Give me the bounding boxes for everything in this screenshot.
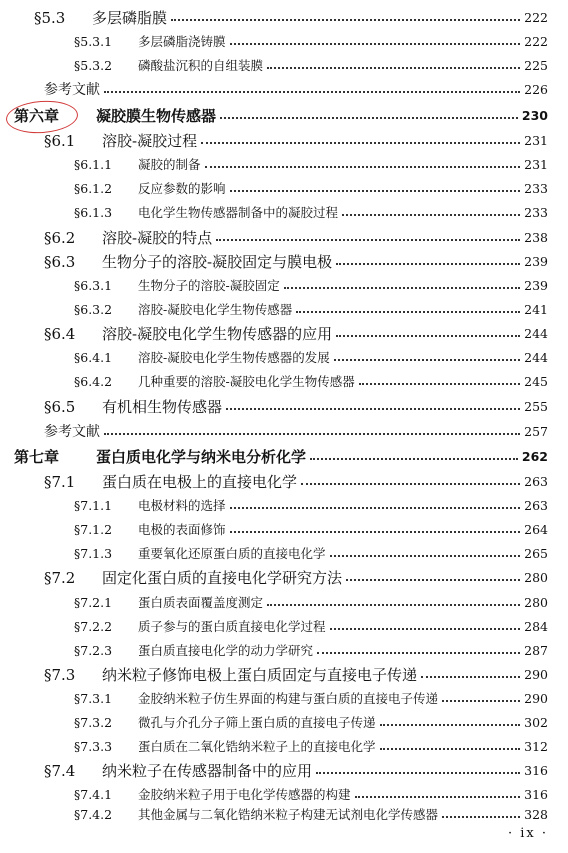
subsection-title: 蛋白质表面覆盖度测定 (138, 595, 264, 610)
page-number: 233 (524, 181, 548, 196)
subsection-title: 多层磷脂浇铸膜 (138, 34, 226, 49)
toc-entry-subsection (74, 298, 548, 322)
page-number: 290 (524, 667, 548, 682)
toc-entry-section (44, 226, 548, 250)
toc-entry-subsection (74, 518, 548, 542)
page-number: 226 (524, 82, 548, 97)
section-title: 纳米粒子修饰电极上蛋白质固定与直接电子传递 (102, 666, 418, 684)
toc-entry-subsection (74, 803, 548, 827)
subsection-title: 蛋白质在二氧化锆纳米粒子上的直接电化学 (138, 739, 376, 754)
leader-dots (355, 796, 520, 798)
section-number: §6.3 (44, 253, 76, 271)
page-number: 230 (521, 108, 548, 123)
leader-dots (330, 628, 520, 630)
section-title: 蛋白质在电极上的直接电化学 (102, 473, 298, 491)
toc-entry-subsection (74, 494, 548, 518)
toc-entry-subsection (74, 346, 548, 370)
subsection-title: 几种重要的溶胶-凝胶电化学生物传感器 (138, 374, 355, 389)
subsection-number: §6.4.1 (74, 350, 113, 365)
toc-entry-chapter (14, 104, 548, 128)
subsection-number: §7.4.1 (74, 787, 113, 802)
section-number: §6.2 (44, 229, 76, 247)
page-number: 264 (524, 522, 548, 537)
leader-dots (171, 19, 520, 21)
subsection-title: 凝胶的制备 (138, 157, 201, 172)
subsection-title: 其他金属与二氧化锆纳米粒子构建无试剂电化学传感器 (138, 807, 439, 822)
leader-dots (216, 239, 520, 241)
section-number: §7.2 (44, 569, 76, 587)
toc-entry-subsection (74, 54, 548, 78)
section-title: 有机相生物传感器 (102, 398, 223, 416)
section-number: §5.3 (34, 9, 66, 27)
subsection-title: 生物分子的溶胶-凝胶固定 (138, 278, 280, 293)
toc-entry-subsection (74, 201, 548, 225)
leader-dots (442, 700, 520, 702)
section-title: 生物分子的溶胶-凝胶固定与膜电极 (102, 253, 333, 271)
leader-dots (336, 335, 520, 337)
subsection-title: 电极材料的选择 (138, 498, 226, 513)
section-title: 固定化蛋白质的直接电化学研究方法 (102, 569, 343, 587)
leader-dots (336, 263, 520, 265)
section-number: §6.4 (44, 325, 76, 343)
page-number: 290 (524, 691, 548, 706)
section-title: 纳米粒子在传感器制备中的应用 (102, 762, 313, 780)
page-number: 244 (524, 350, 548, 365)
subsection-number: §6.4.2 (74, 374, 113, 389)
page-number: 241 (524, 302, 548, 317)
subsection-title: 蛋白质直接电化学的动力学研究 (138, 643, 314, 658)
leader-dots (330, 555, 520, 557)
leader-dots (220, 117, 518, 119)
toc-entry-section (44, 759, 548, 783)
toc-entry-subsection (74, 177, 548, 201)
subsection-title: 电化学生物传感器制备中的凝胶过程 (138, 205, 339, 220)
subsection-number: §7.1.3 (74, 546, 113, 561)
page-number: 312 (524, 739, 548, 754)
leader-dots (442, 816, 520, 818)
toc-entry-subsection (74, 615, 548, 639)
leader-dots (230, 43, 520, 45)
leader-dots (342, 214, 520, 216)
leader-dots (301, 483, 520, 485)
toc-entry-section (44, 566, 548, 590)
subsection-title: 金胶纳米粒子用于电化学传感器的构建 (138, 787, 351, 802)
leader-dots (230, 507, 520, 509)
leader-dots (346, 579, 520, 581)
toc-entry-subsection (74, 153, 548, 177)
leader-dots (421, 676, 520, 678)
toc-entry-subsection (74, 735, 548, 759)
toc-entry-section (44, 470, 548, 494)
section-title: 溶胶-凝胶电化学生物传感器的应用 (102, 325, 333, 343)
toc-entry-subsection (74, 591, 548, 615)
page-number: 222 (524, 10, 548, 25)
toc-entry-subsection (74, 542, 548, 566)
subsection-number: §6.1.1 (74, 157, 113, 172)
page-footer-roman-numeral: · ix · (508, 826, 549, 841)
page-number: 239 (524, 254, 548, 269)
page-number: 302 (524, 715, 548, 730)
subsection-number: §5.3.2 (74, 58, 113, 73)
leader-dots (267, 67, 520, 69)
subsection-number: §7.2.1 (74, 595, 113, 610)
subsection-title: 金胶纳米粒子仿生界面的构建与蛋白质的直接电子传递 (138, 691, 439, 706)
page-number: 280 (524, 570, 548, 585)
chapter-number: 第七章 (14, 448, 60, 466)
toc-entry-chapter (14, 445, 548, 469)
page-number: 233 (524, 205, 548, 220)
leader-dots (317, 652, 520, 654)
chapter-number: 第六章 (14, 107, 60, 125)
chapter-title: 蛋白质电化学与纳米电分析化学 (96, 448, 307, 466)
leader-dots (316, 772, 520, 774)
subsection-number: §7.3.3 (74, 739, 113, 754)
section-number: §7.1 (44, 473, 76, 491)
leader-dots (334, 359, 520, 361)
page-number: 222 (524, 34, 548, 49)
leader-dots (359, 383, 520, 385)
subsection-number: §7.1.2 (74, 522, 113, 537)
subsection-number: §7.2.3 (74, 643, 113, 658)
leader-dots (104, 91, 520, 93)
subsection-title: 反应参数的影响 (138, 181, 226, 196)
subsection-number: §6.3.2 (74, 302, 113, 317)
subsection-title: 重要氧化还原蛋白质的直接电化学 (138, 546, 326, 561)
subsection-title: 磷酸盐沉积的自组装膜 (138, 58, 264, 73)
references-title: 参考文献 (44, 424, 100, 440)
leader-dots (201, 142, 520, 144)
leader-dots (104, 433, 520, 435)
page-number: 257 (524, 424, 548, 439)
leader-dots (284, 287, 520, 289)
subsection-title: 电极的表面修饰 (138, 522, 226, 537)
section-title: 溶胶-凝胶过程 (102, 132, 198, 150)
toc-entry-subsection (74, 711, 548, 735)
toc-entry-subsection (74, 30, 548, 54)
section-number: §6.1 (44, 132, 76, 150)
leader-dots (226, 408, 520, 410)
subsection-number: §6.1.2 (74, 181, 113, 196)
subsection-number: §6.1.3 (74, 205, 113, 220)
leader-dots (310, 458, 518, 460)
references-title: 参考文献 (44, 82, 100, 98)
section-number: §7.4 (44, 762, 76, 780)
page-number: 263 (524, 498, 548, 513)
page-number: 245 (524, 374, 548, 389)
section-number: §7.3 (44, 666, 76, 684)
toc-entry-references (44, 420, 548, 444)
page-number: 265 (524, 546, 548, 561)
toc-entry-section (44, 129, 548, 153)
toc-entry-section (44, 250, 548, 274)
section-title: 溶胶-凝胶的特点 (102, 229, 213, 247)
page-number: 280 (524, 595, 548, 610)
subsection-number: §7.2.2 (74, 619, 113, 634)
page-number: 225 (524, 58, 548, 73)
subsection-title: 溶胶-凝胶电化学生物传感器 (138, 302, 293, 317)
toc-entry-references (44, 78, 548, 102)
toc-entry-subsection (74, 687, 548, 711)
subsection-number: §7.1.1 (74, 498, 113, 513)
page-number: 262 (521, 449, 548, 464)
chapter-title: 凝胶膜生物传感器 (96, 107, 217, 125)
leader-dots (230, 190, 520, 192)
toc-entry-subsection (74, 639, 548, 663)
subsection-number: §7.3.1 (74, 691, 113, 706)
leader-dots (296, 311, 520, 313)
page-number: 239 (524, 278, 548, 293)
toc-entry-section (44, 322, 548, 346)
page-number: 284 (524, 619, 548, 634)
page-number: 244 (524, 326, 548, 341)
leader-dots (267, 604, 520, 606)
leader-dots (380, 724, 520, 726)
toc-entry-section (44, 663, 548, 687)
page-number: 238 (524, 230, 548, 245)
page-number: 316 (524, 787, 548, 802)
subsection-title: 微孔与介孔分子筛上蛋白质的直接电子传递 (138, 715, 376, 730)
toc-entry-section (34, 6, 548, 30)
subsection-title: 质子参与的蛋白质直接电化学过程 (138, 619, 326, 634)
subsection-number: §7.4.2 (74, 807, 113, 822)
section-number: §6.5 (44, 398, 76, 416)
subsection-number: §6.3.1 (74, 278, 113, 293)
leader-dots (380, 748, 520, 750)
page-number: 287 (524, 643, 548, 658)
leader-dots (230, 531, 520, 533)
toc-entry-subsection (74, 370, 548, 394)
toc-entry-subsection (74, 274, 548, 298)
page-number: 328 (524, 807, 548, 822)
page-number: 316 (524, 763, 548, 778)
page-number: 231 (524, 157, 548, 172)
page-number: 255 (524, 399, 548, 414)
page-number: 263 (524, 474, 548, 489)
section-title: 多层磷脂膜 (92, 9, 168, 27)
toc-entry-section (44, 395, 548, 419)
subsection-number: §7.3.2 (74, 715, 113, 730)
page-number: 231 (524, 133, 548, 148)
subsection-number: §5.3.1 (74, 34, 113, 49)
subsection-title: 溶胶-凝胶电化学生物传感器的发展 (138, 350, 330, 365)
leader-dots (205, 166, 520, 168)
